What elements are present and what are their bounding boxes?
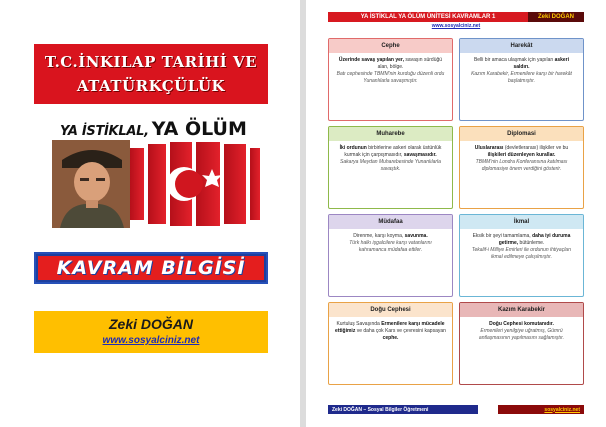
concept-definition: savaşın sürdüğü alan, bölge.	[377, 57, 443, 70]
concept-card-body	[460, 229, 583, 265]
concept-card-title: Muharebe	[329, 127, 452, 141]
concept-card	[459, 214, 584, 297]
concept-example: Ermenileri yenilgiye uğratmış, Gümrü antlaşmasının yapılmasını sağlamıştır.	[478, 328, 565, 341]
concept-definition: ilişkileri düzenleyen kurallar.	[487, 152, 556, 158]
concept-definition: ve daha çok Kars ve çevresini kapsayan	[355, 328, 446, 334]
concept-card-body	[329, 53, 452, 89]
concept-card	[328, 126, 453, 209]
concept-example: Kazım Karabekir, Ermenilere karşı bir harekât başlatmıştır.	[471, 71, 572, 84]
page-footer	[328, 405, 584, 414]
concept-definition: Üzerinde savaş yapılan yer,	[338, 57, 404, 63]
concept-definition: Uluslararası	[474, 145, 504, 151]
concept-card-title: İkmal	[460, 215, 583, 229]
ataturk-flag-image	[52, 140, 260, 228]
concept-definition: savaşmasıdır.	[403, 152, 437, 158]
header-website-link[interactable]: www.sosyalciniz.net	[431, 23, 481, 29]
author-name: Zeki DOĞAN	[108, 316, 193, 332]
concept-title: KAVRAM BİLGİSİ	[56, 257, 246, 279]
footer-author: Zeki DOĞAN – Sosyal Bilgiler Öğretmeni	[328, 405, 478, 414]
concept-definition: Kurtuluş Savaşında	[336, 321, 382, 327]
concept-definition: Eksik bir şeyi tamamlama,	[472, 233, 533, 239]
concept-card	[328, 302, 453, 385]
concept-definition: askeri saldırı.	[513, 57, 570, 70]
header-title: YA İSTİKLAL YA ÖLÜM ÜNİTESİ KAVRAMLAR 1	[328, 12, 528, 22]
concept-definition: Direnme, karşı koyma,	[353, 233, 405, 239]
concept-definition: birbirlerine askeri olarak üstünlük kurmak için çarpışmasıdır,	[344, 145, 442, 158]
concept-definition: Doğu Cephesi komutanıdır.	[489, 321, 554, 327]
footer-website-link[interactable]: sosyalciniz.net	[498, 405, 584, 414]
concept-example: Tekalif-i Milliye Emirleri ile ordunun ihtiyaçları ikmal edilmeye çalışılmıştır.	[471, 247, 572, 260]
concept-definition: cephe.	[382, 335, 399, 341]
concept-definition: Belli bir amaca ulaşmak için yapılan	[473, 57, 555, 63]
author-banner	[34, 311, 268, 353]
concept-card-title: Cephe	[329, 39, 452, 53]
concept-example: Türk halkı işgalcilere karşı vatanlarını kahramanca müdafaa ettiler.	[349, 240, 432, 253]
concept-definition: savunma.	[404, 233, 428, 239]
concept-card-body	[460, 141, 583, 177]
concept-card-body	[460, 53, 583, 89]
concept-card-title: Kazım Karabekir	[460, 303, 583, 317]
subtitle-part-1: YA İSTİKLAL,	[60, 124, 149, 139]
concept-definition: bütünleme.	[518, 240, 545, 246]
concept-example: Batı cephesinde TBMM'nin kurduğu düzenli ordu Yunanlılarla savaşmıştır.	[336, 71, 445, 84]
title-line-2: ATATÜRKÇÜLÜK	[76, 77, 226, 95]
concept-definition: İki ordunun	[339, 145, 367, 151]
author-website-link[interactable]: www.sosyalciniz.net	[102, 335, 200, 346]
subtitle-part-2: YA ÖLÜM	[151, 118, 247, 140]
concept-card-body	[329, 229, 452, 258]
concept-card-title: Diplomasi	[460, 127, 583, 141]
concept-definition: daha iyi duruma getirme,	[498, 233, 571, 246]
title-banner	[34, 44, 268, 104]
unit-subtitle	[60, 118, 247, 140]
concept-example: Sakarya Meydan Muharebesinde Yunanlılarla savaştık.	[340, 159, 441, 172]
concept-definition: (devletlerarası) ilişkiler ve bu	[503, 145, 569, 151]
concept-card	[459, 126, 584, 209]
concept-card	[459, 38, 584, 121]
concept-card-title: Müdafaa	[329, 215, 452, 229]
concepts-page	[306, 0, 606, 427]
title-line-1: T.C.İNKILAP TARİHİ VE	[44, 53, 258, 71]
concept-card-body	[329, 141, 452, 177]
concept-card	[328, 38, 453, 121]
concept-card	[459, 302, 584, 385]
page-header	[328, 12, 584, 22]
concept-card-title: Harekât	[460, 39, 583, 53]
header-author: Zeki DOĞAN	[528, 12, 584, 22]
concept-card-body	[460, 317, 583, 346]
cover-page	[0, 0, 300, 427]
concept-definition: Ermenilere karşı mücadele ettiğimiz	[335, 321, 445, 334]
concept-example: TBMM'nin Londra Konferansına katılması diplomasiye önem verdiğini gösterir.	[475, 159, 568, 172]
concept-card-body	[329, 317, 452, 346]
concept-card-title: Doğu Cephesi	[329, 303, 452, 317]
footer-spacer	[478, 405, 498, 414]
concept-card	[328, 214, 453, 297]
concept-banner	[34, 252, 268, 284]
